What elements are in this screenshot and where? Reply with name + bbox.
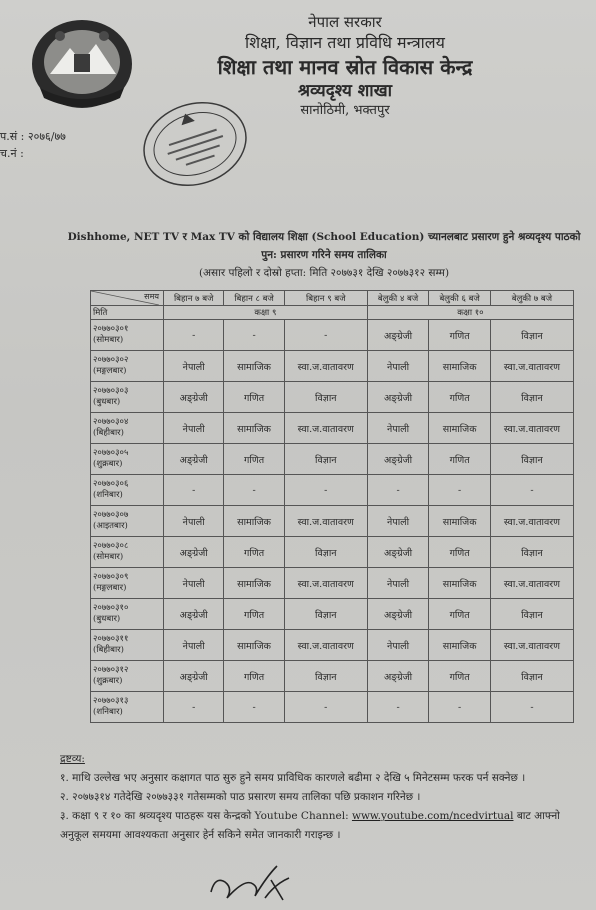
letterhead [150,12,540,120]
subject-cell: अङ्ग्रेजी [164,661,224,692]
date-cell [91,692,164,723]
subject-cell: विज्ञान [284,537,367,568]
date-value: २०७७०३११ [93,634,129,644]
subject-cell: स्वा.ज.वातावरण [490,506,573,537]
date-value: २०७७०३०१ [93,324,129,334]
schedule-row [91,382,574,413]
date-cell [91,413,164,444]
subject-cell: नेपाली [367,413,429,444]
subject-cell: अङ्ग्रेजी [164,599,224,630]
heading-line-2: पुन: प्रसारण गरिने समय तालिका [261,249,387,261]
signature [205,858,295,906]
date-value: २०७७०३०७ [93,510,129,520]
subject-cell: स्वा.ज.वातावरण [284,351,367,382]
subject-cell: स्वा.ज.वातावरण [284,630,367,661]
subject-cell: स्वा.ज.वातावरण [490,568,573,599]
subject-cell: गणित [224,661,284,692]
subject-cell: विज्ञान [284,661,367,692]
schedule-row [91,320,574,351]
notes-heading: द्रष्टव्य: [60,753,85,765]
date-cell [91,630,164,661]
subject-cell: - [164,320,224,351]
subject-cell: सामाजिक [429,506,491,537]
date-cell [91,382,164,413]
weekday-label: (मङ्गलबार) [93,366,127,376]
date-value: २०७७०३१३ [93,696,129,706]
schedule-row [91,630,574,661]
subject-cell: अङ्ग्रेजी [367,382,429,413]
letter-ref-number: प.सं : २०७६/७७ [0,130,66,143]
subject-cell: नेपाली [367,630,429,661]
schedule-row [91,351,574,382]
date-cell [91,568,164,599]
subject-cell: नेपाली [367,506,429,537]
weekday-label: (सोमबार) [93,335,124,345]
subject-cell: गणित [224,444,284,475]
subject-cell: अङ्ग्रेजी [367,537,429,568]
class-9-header: कक्षा ९ [164,306,368,320]
weekday-label: (बिहीबार) [93,428,124,438]
subject-cell: गणित [429,599,491,630]
note-item-text: ३. कक्षा ९ र १० का श्रव्यदृश्य पाठहरू यस केन्द्रको Youtube Channel: [60,810,349,822]
government-line: नेपाल सरकार [308,13,382,31]
subject-cell: नेपाली [164,568,224,599]
date-cell [91,475,164,506]
subject-cell: - [224,692,284,723]
subject-cell: - [224,475,284,506]
date-cell [91,661,164,692]
subject-cell: अङ्ग्रेजी [367,599,429,630]
time-col-header: बिहान ९ बजे [284,291,367,306]
subject-cell: - [367,475,429,506]
date-cell [91,444,164,475]
schedule-row [91,599,574,630]
subject-cell: सामाजिक [224,351,284,382]
subject-cell: विज्ञान [490,382,573,413]
subject-cell: - [284,692,367,723]
subject-cell: अङ्ग्रेजी [164,537,224,568]
youtube-channel-link[interactable]: www.youtube.com/ncedvirtual [351,810,514,822]
time-col-header: बेलुकी ७ बजे [490,291,573,306]
subject-cell: अङ्ग्रेजी [164,444,224,475]
subject-cell: नेपाली [164,630,224,661]
class-10-header: कक्षा १० [367,306,573,320]
notes-section [60,750,590,845]
schedule-row [91,506,574,537]
subject-cell: स्वा.ज.वातावरण [284,506,367,537]
subject-cell: - [490,475,573,506]
subject-cell: विज्ञान [490,320,573,351]
office-address: सानोठिमी, भक्तपुर [300,103,390,118]
subject-cell: गणित [224,382,284,413]
subject-cell: - [429,475,491,506]
subject-cell: गणित [429,382,491,413]
date-value: २०७७०३०८ [93,541,129,551]
subject-cell: गणित [429,537,491,568]
subject-cell: - [164,475,224,506]
subject-cell: गणित [224,599,284,630]
weekday-label: (मङ्गलबार) [93,583,127,593]
weekday-label: (शनिबार) [93,707,123,717]
subject-cell: सामाजिक [429,568,491,599]
time-corner-label: समय [144,292,159,301]
time-col-header: बेलुकी ४ बजे [367,291,429,306]
heading-line-3: (असार पहिलो र दोस्रो हप्ता: मिति २०७७३१ देखि २०७७३१२ सम्म) [198,267,450,279]
subject-cell: विज्ञान [284,382,367,413]
schedule-row [91,661,574,692]
subject-cell: अङ्ग्रेजी [367,661,429,692]
date-col-header: मिति [91,306,164,320]
subject-cell: विज्ञान [284,444,367,475]
class-header-row [91,306,574,320]
date-value: २०७७०३०५ [93,448,129,458]
letter-references [0,128,66,162]
subject-cell: स्वा.ज.वातावरण [284,568,367,599]
subject-cell: सामाजिक [224,506,284,537]
note-item [60,807,590,845]
broadcast-schedule-table [90,290,574,723]
subject-cell: विज्ञान [284,599,367,630]
date-value: २०७७०३०२ [93,355,129,365]
date-cell [91,320,164,351]
date-cell [91,351,164,382]
subject-cell: नेपाली [164,351,224,382]
date-value: २०७७०३०३ [93,386,129,396]
schedule-row [91,537,574,568]
note-item: २. २०७७३१४ गतेदेखि २०७७३३१ गतेसम्मको पाठ प्रसारण समय तालिका पछि प्रकाशन गरिनेछ । [60,791,421,803]
subject-cell: स्वा.ज.वातावरण [284,413,367,444]
date-value: २०७७०३०६ [93,479,129,489]
date-cell [91,506,164,537]
subject-cell: - [284,475,367,506]
subject-cell: गणित [429,320,491,351]
office-name: शिक्षा तथा मानव स्रोत विकास केन्द्र [217,55,473,79]
weekday-label: (सोमबार) [93,552,124,562]
subject-cell: सामाजिक [224,630,284,661]
date-value: २०७७०३१० [93,603,129,613]
time-col-header: बिहान ७ बजे [164,291,224,306]
subject-cell: अङ्ग्रेजी [367,320,429,351]
subject-cell: स्वा.ज.वातावरण [490,351,573,382]
subject-cell: - [164,692,224,723]
subject-cell: नेपाली [367,351,429,382]
weekday-label: (शुक्रबार) [93,459,123,469]
time-header-row [91,291,574,306]
schedule-row [91,568,574,599]
weekday-label: (बिहीबार) [93,645,124,655]
subject-cell: - [284,320,367,351]
date-value: २०७७०३१२ [93,665,129,675]
schedule-row [91,692,574,723]
time-col-header: बेलुकी ६ बजे [429,291,491,306]
weekday-label: (शुक्रबार) [93,676,123,686]
subject-cell: विज्ञान [490,444,573,475]
subject-cell: स्वा.ज.वातावरण [490,413,573,444]
subject-cell: सामाजिक [429,351,491,382]
subject-cell: - [224,320,284,351]
subject-cell: नेपाली [164,506,224,537]
nepal-emblem-icon [30,18,134,110]
section-name: श्रव्यदृश्य शाखा [297,81,392,101]
time-col-header: बिहान ८ बजे [224,291,284,306]
weekday-label: (बुधबार) [93,614,121,624]
weekday-label: (शनिबार) [93,490,123,500]
heading-line-1: Dishhome, NET TV र Max TV को विद्यालय शिक्षा (School Education) च्यानलबाट प्रसारण हुने श्रव्यदृश्य पाठको [67,231,581,243]
schedule-row [91,413,574,444]
ministry-line: शिक्षा, विज्ञान तथा प्रविधि मन्त्रालय [245,33,445,52]
letter-dispatch-number: च.नं : [0,147,24,160]
subject-cell: सामाजिक [429,413,491,444]
date-cell [91,599,164,630]
subject-cell: विज्ञान [490,661,573,692]
subject-cell: अङ्ग्रेजी [164,382,224,413]
note-item: १. माथि उल्लेख भए अनुसार कक्षागत पाठ सुरु हुने समय प्राविधिक कारणले बढीमा २ देखि ५ मिनेटसम्म फरक पर्न सक्नेछ । [60,772,526,784]
weekday-label: (बुधबार) [93,397,121,407]
subject-cell: सामाजिक [224,568,284,599]
schedule-heading [64,228,584,282]
subject-cell: - [490,692,573,723]
subject-cell: विज्ञान [490,599,573,630]
subject-cell: स्वा.ज.वातावरण [490,630,573,661]
subject-cell: - [367,692,429,723]
subject-cell: - [429,692,491,723]
subject-cell: नेपाली [367,568,429,599]
subject-cell: नेपाली [164,413,224,444]
weekday-label: (आइतबार) [93,521,128,531]
subject-cell: सामाजिक [429,630,491,661]
subject-cell: अङ्ग्रेजी [367,444,429,475]
subject-cell: गणित [224,537,284,568]
date-cell [91,537,164,568]
date-value: २०७७०३०९ [93,572,129,582]
subject-cell: गणित [429,444,491,475]
subject-cell: सामाजिक [224,413,284,444]
subject-cell: विज्ञान [490,537,573,568]
corner-header-cell [91,291,164,306]
date-value: २०७७०३०४ [93,417,129,427]
schedule-row [91,475,574,506]
subject-cell: गणित [429,661,491,692]
note-item-text: बाट आफ्नो अनुकूल समयमा आवश्यकता अनुसार हेर्न सकिने समेत जानकारी गराइन्छ । [60,810,560,841]
schedule-row [91,444,574,475]
